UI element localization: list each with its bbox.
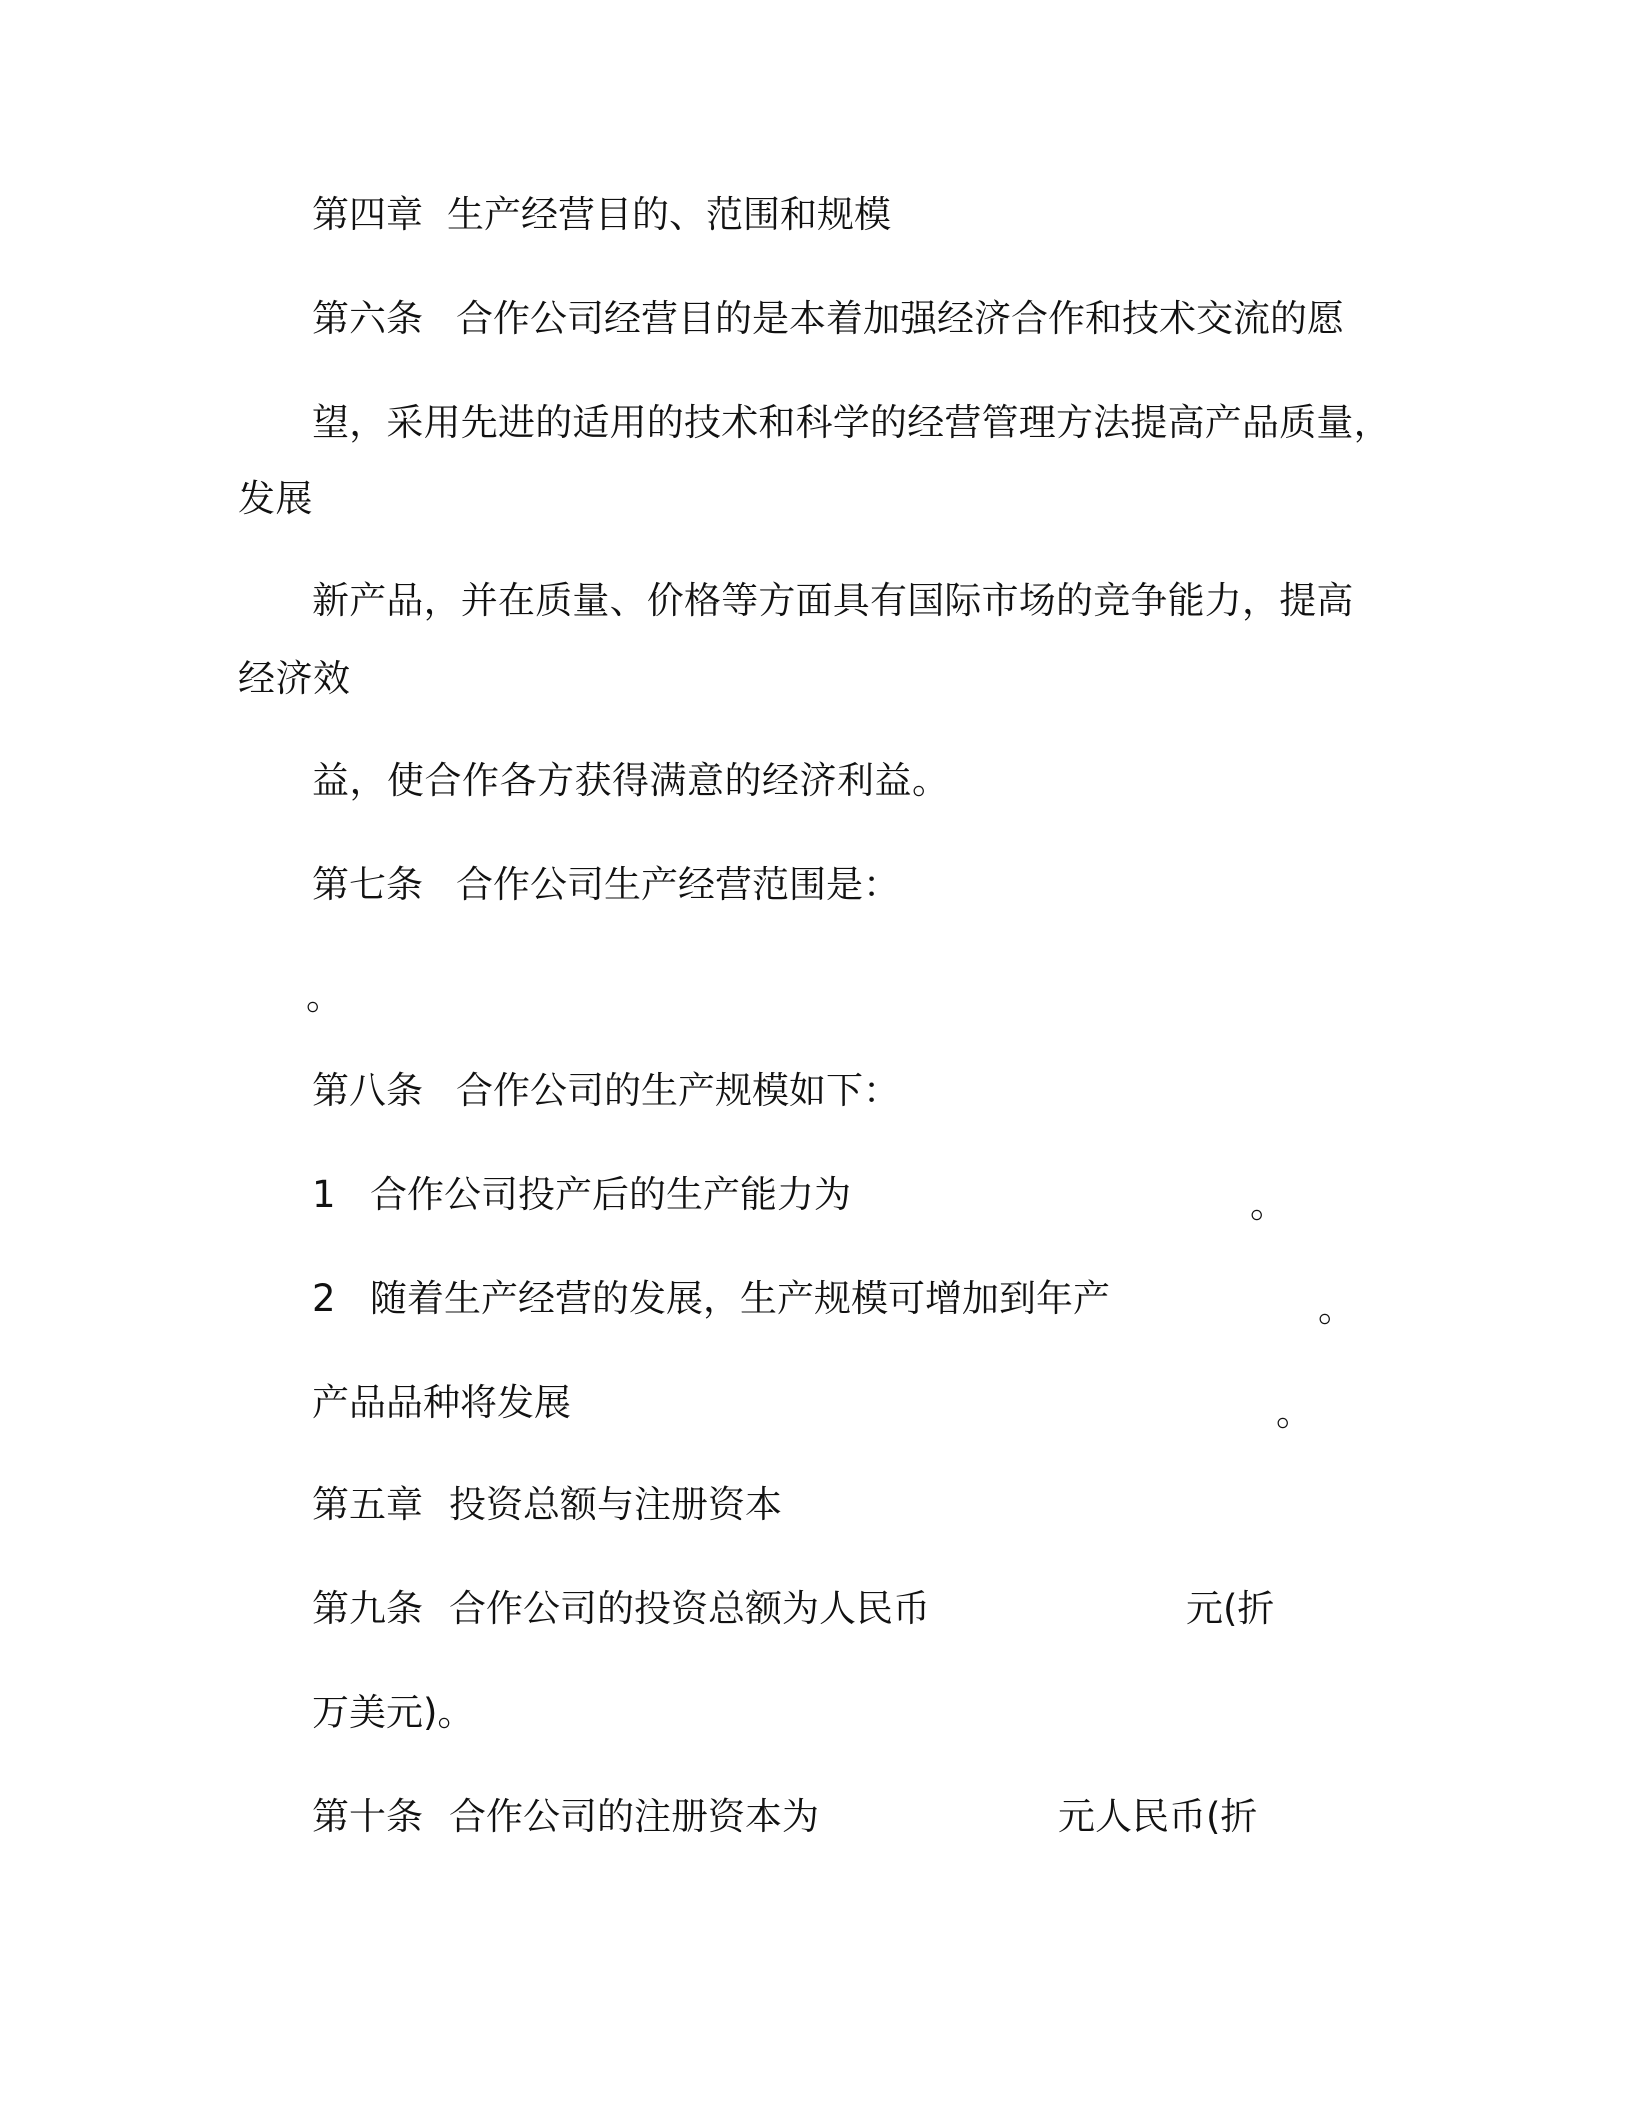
article-9-text: 合作公司的投资总额为人民币 <box>449 1587 930 1630</box>
article-7-end-mark: 。 <box>306 975 343 1018</box>
article-6-line-1: 合作公司经营目的是本着加强经济合作和技术交流的愿 <box>456 297 1344 340</box>
chapter-5-title: 投资总额与注册资本 <box>449 1483 782 1526</box>
chapter-4-number: 第四章 <box>312 193 423 236</box>
article-8-item-2-number: 2 <box>312 1277 336 1320</box>
article-10-text: 合作公司的注册资本为 <box>449 1795 819 1838</box>
article-10-label: 第十条 <box>312 1795 423 1838</box>
article-9-label: 第九条 <box>312 1587 423 1630</box>
article-8-label: 第八条 <box>312 1069 423 1112</box>
article-7-text: 合作公司生产经营范围是： <box>456 863 900 906</box>
article-6-label: 第六条 <box>312 297 423 340</box>
article-8-item-1-text: 合作公司投产后的生产能力为 <box>370 1173 851 1216</box>
article-6-line-4: 益，使合作各方获得满意的经济利益。 <box>312 759 950 802</box>
article-6-line-2-wrap: 发展 <box>238 477 313 520</box>
article-6-line-2: 望，采用先进的适用的技术和科学的经营管理方法提高产品质量， <box>312 401 1391 444</box>
article-9-tail: 元(折 <box>1186 1587 1275 1630</box>
chapter-4-title: 生产经营目的、范围和规模 <box>447 193 891 236</box>
article-8-item-1-number: 1 <box>312 1173 336 1216</box>
article-9-line-2: 万美元)。 <box>312 1691 475 1734</box>
chapter-5-number: 第五章 <box>312 1483 423 1526</box>
article-8-item-1-end: 。 <box>1250 1183 1287 1226</box>
article-7-label: 第七条 <box>312 863 423 906</box>
article-6-line-3-wrap: 经济效 <box>238 657 351 700</box>
article-6-line-3: 新产品，并在质量、价格等方面具有国际市场的竞争能力，提高 <box>312 579 1354 622</box>
article-8-item-3-text: 产品品种将发展 <box>312 1381 571 1424</box>
article-8-item-2-end: 。 <box>1318 1287 1355 1330</box>
article-8-item-3-end: 。 <box>1276 1391 1313 1434</box>
article-10-tail: 元人民币(折 <box>1058 1795 1258 1838</box>
article-8-item-2-text: 随着生产经营的发展，生产规模可增加到年产 <box>370 1277 1110 1320</box>
article-8-text: 合作公司的生产规模如下： <box>456 1069 900 1112</box>
